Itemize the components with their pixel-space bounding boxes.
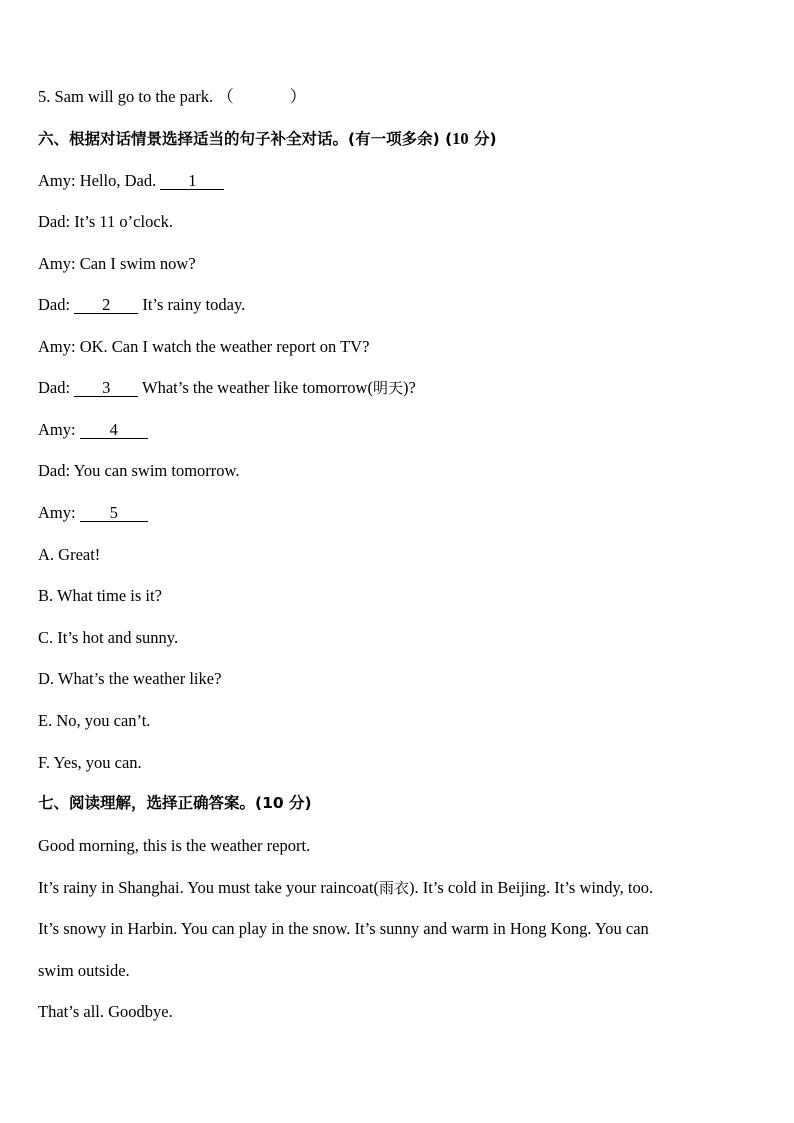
passage-line-2: [38, 878, 653, 898]
option-b: B. What time is it?: [38, 586, 162, 605]
answer-paren-open: （: [217, 87, 234, 106]
chinese-gloss: 明天: [372, 379, 403, 397]
dialogue-line-5: [38, 337, 369, 357]
chinese-gloss: 雨衣: [378, 879, 409, 897]
passage-line-3: It’s snowy in Harbin. You can play in the snow. It’s sunny and warm in Hong Kong. You can: [38, 919, 649, 938]
option-e: E. No, you can’t.: [38, 711, 151, 730]
section-6-points: 10: [452, 129, 469, 148]
option-a: A. Great!: [38, 545, 101, 564]
section-7-heading: 七、阅读理解，选择正确答案。(10 分): [38, 794, 312, 812]
option-c: C. It’s hot and sunny.: [38, 628, 179, 647]
dialogue-text-after: What’s the weather like tomorrow(: [138, 378, 373, 397]
answer-paren-close: ）: [289, 87, 307, 106]
answer-blank-2[interactable]: 2: [74, 296, 138, 314]
dialogue-text: Dad: You can swim tomorrow.: [38, 461, 240, 480]
answer-blank-4[interactable]: 4: [80, 421, 148, 439]
answer-blank-3[interactable]: 3: [74, 379, 138, 397]
passage-text: ). It’s cold in Beijing. It’s windy, too.: [408, 878, 654, 897]
dialogue-text: Dad:: [38, 378, 75, 397]
dialogue-text: Amy:: [38, 503, 80, 522]
question-5-text: 5. Sam will go to the park.: [38, 87, 214, 106]
dialogue-text: Amy:: [38, 420, 80, 439]
dialogue-line-3: [38, 254, 196, 274]
option-d: D. What’s the weather like?: [38, 669, 222, 688]
passage-line-5: That’s all. Goodbye.: [38, 1002, 173, 1021]
dialogue-text: Dad: It’s 11 o’clock.: [38, 212, 174, 231]
dialogue-text: Amy: Can I swim now?: [38, 254, 196, 273]
dialogue-line-9: [38, 503, 148, 523]
passage-text: It’s rainy in Shanghai. You must take your raincoat(: [38, 878, 379, 897]
dialogue-line-8: [38, 461, 240, 481]
option-f: F. Yes, you can.: [38, 753, 142, 772]
dialogue-line-2: [38, 212, 173, 232]
dialogue-text: Amy: Hello, Dad.: [38, 171, 161, 190]
dialogue-line-6: [38, 378, 416, 398]
passage-line-4: swim outside.: [38, 961, 130, 980]
section-6-heading-text: 六、根据对话情景选择适当的句子补全对话。(有一项多余) (: [38, 130, 453, 148]
question-5: [38, 87, 306, 107]
dialogue-line-7: [38, 420, 148, 440]
answer-blank-5[interactable]: 5: [80, 504, 148, 522]
section-6-heading: [38, 129, 497, 149]
dialogue-text-after: It’s rainy today.: [138, 295, 246, 314]
dialogue-text-tail: )?: [402, 378, 416, 397]
dialogue-line-1: [38, 171, 224, 191]
passage-line-1: Good morning, this is the weather report.: [38, 836, 311, 855]
section-6-heading-tail: 分): [468, 130, 497, 148]
dialogue-text: Amy: OK. Can I watch the weather report on TV?: [38, 337, 370, 356]
dialogue-text: Dad:: [38, 295, 75, 314]
dialogue-line-4: [38, 295, 245, 315]
answer-blank-1[interactable]: 1: [160, 172, 224, 190]
